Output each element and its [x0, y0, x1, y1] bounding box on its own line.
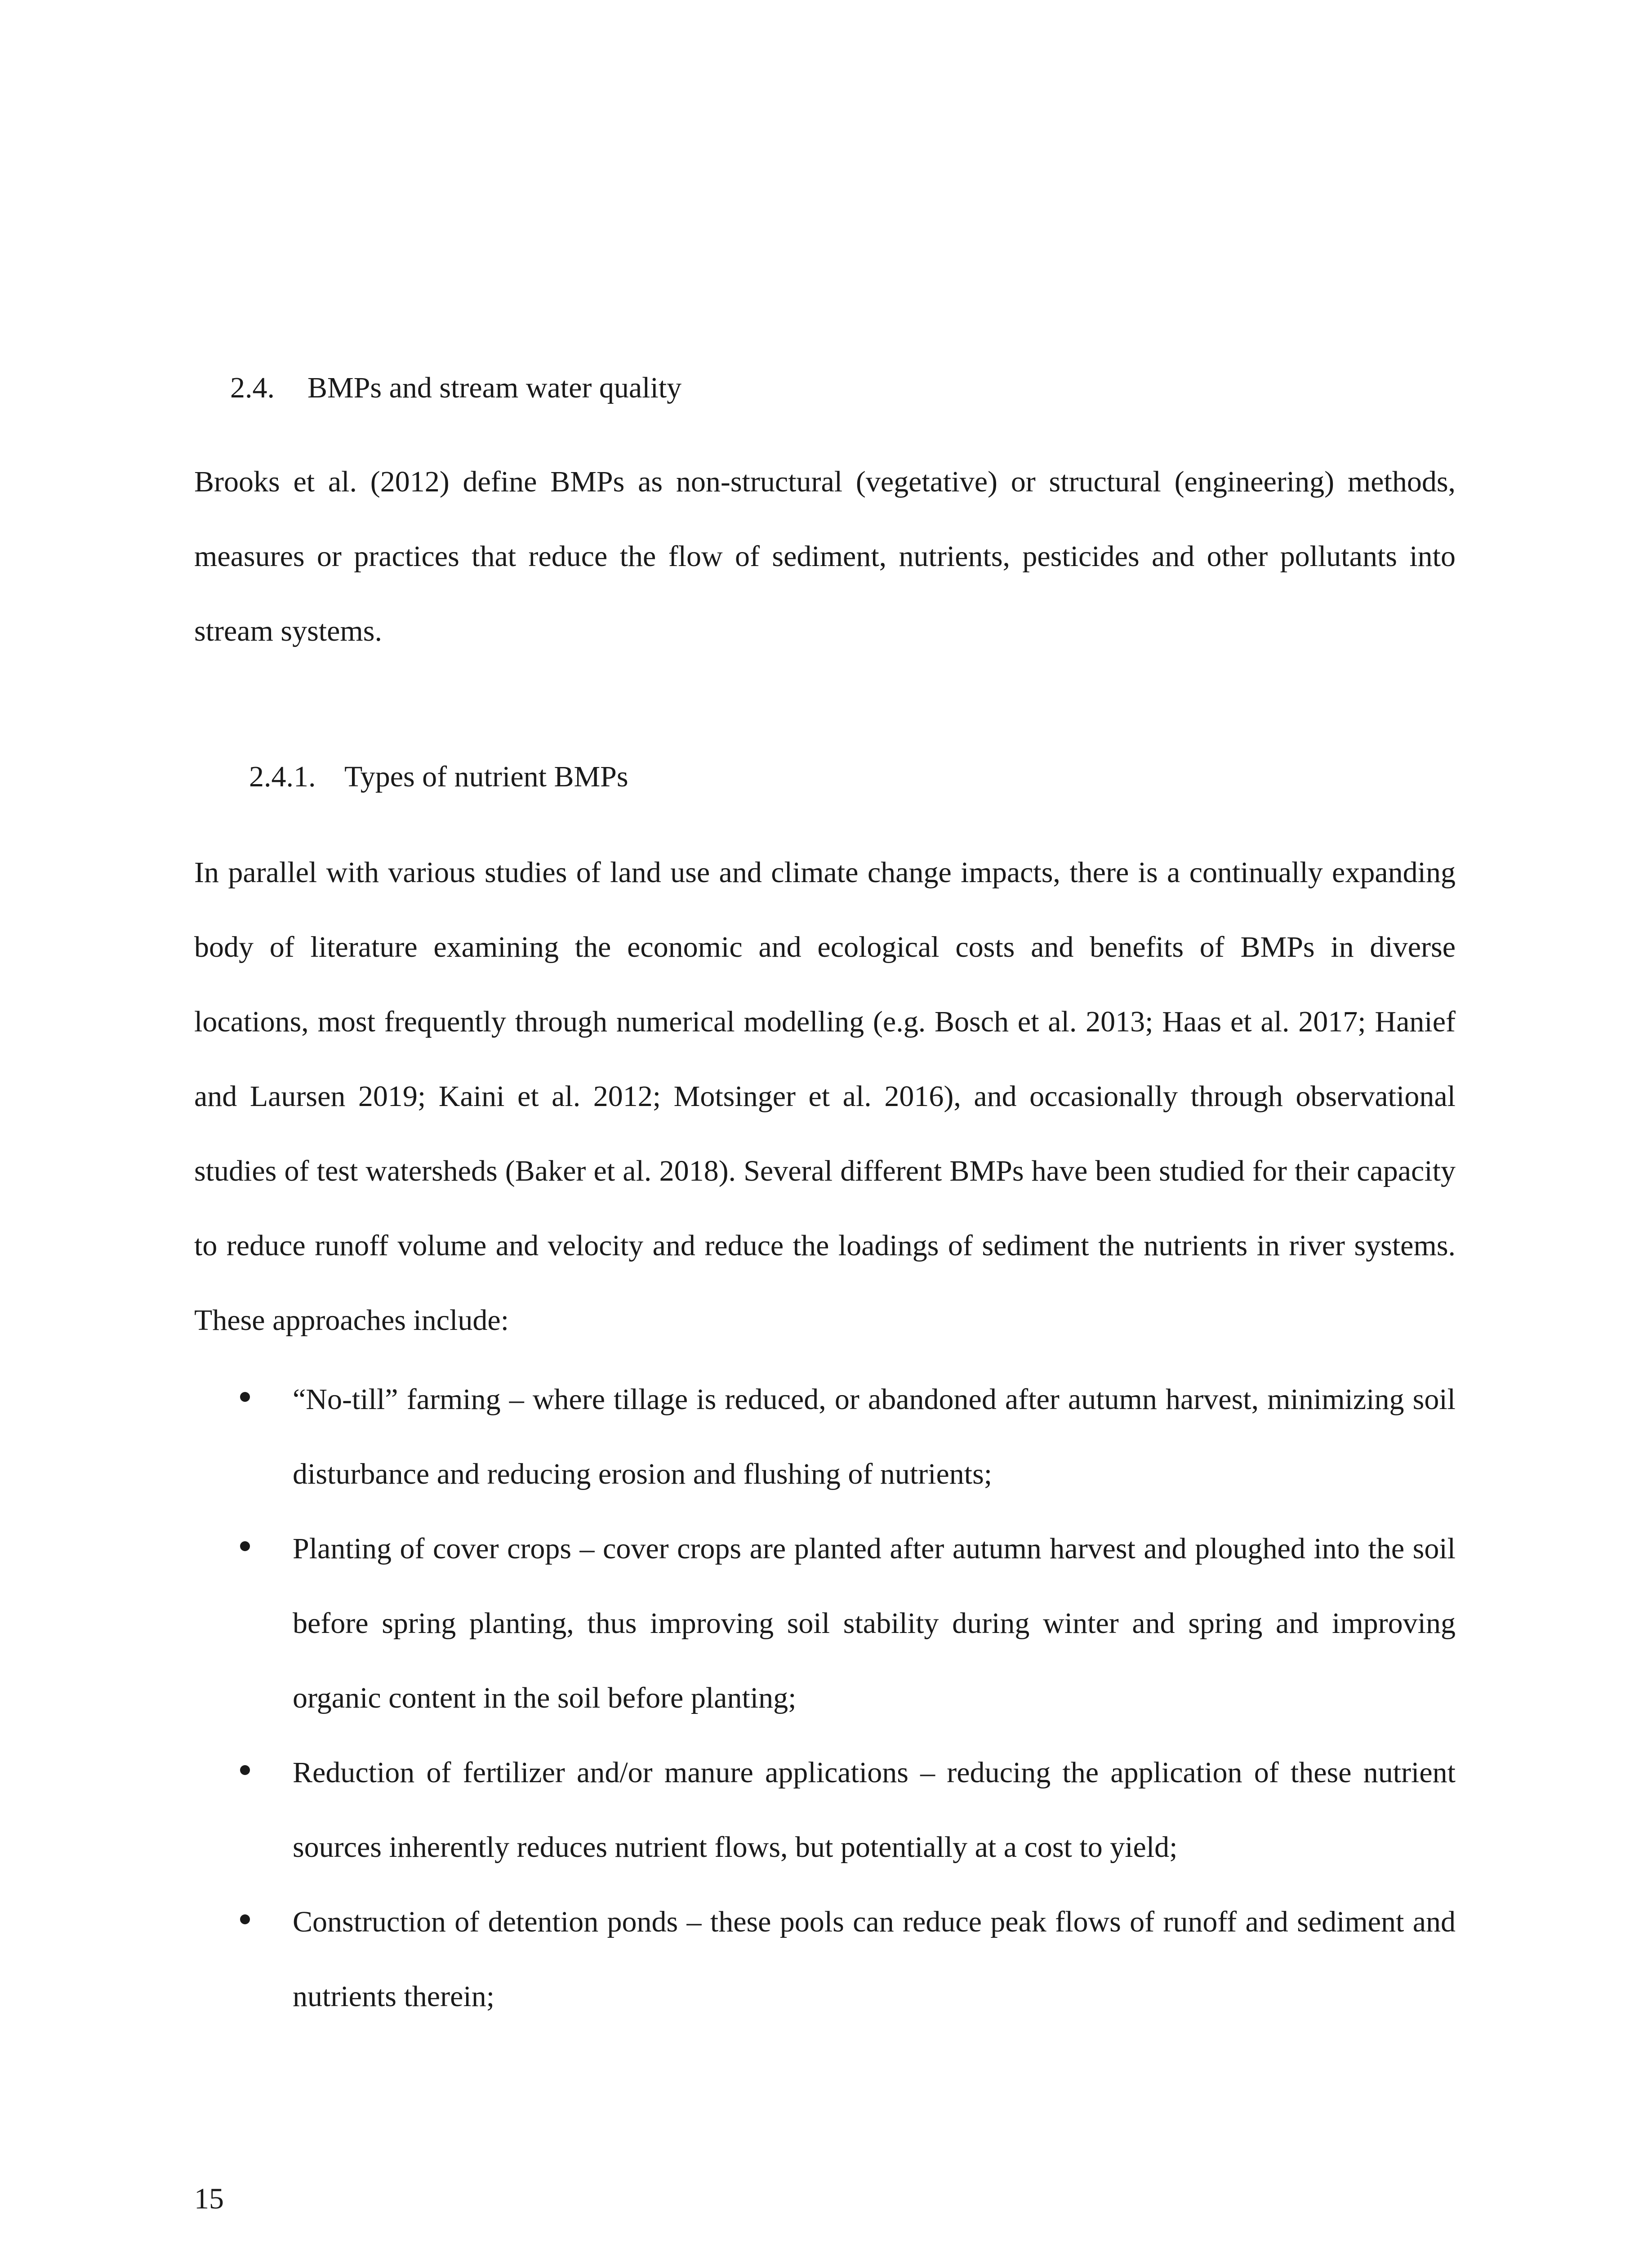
subsection-heading	[249, 762, 628, 792]
bmp-approaches-list	[194, 1362, 1456, 2034]
list-item-text: Construction of detention ponds – these pools can reduce peak flows of runoff and sediment and nutrients therein;	[293, 1905, 1456, 2013]
bullet-icon	[240, 1914, 250, 1924]
bullet-icon	[240, 1541, 250, 1551]
paragraph-bmp-definition: Brooks et al. (2012) define BMPs as non-structural (vegetative) or structural (engineering) methods, measures or practices that reduce the flow of sediment, nutrients, pesticides and other pollutants into stream systems.	[194, 465, 1456, 647]
section-title: BMPs and stream water quality	[307, 371, 682, 404]
paragraph-bmp-literature: In parallel with various studies of land use and climate change impacts, there is a continually expanding body of literature examining the economic and ecological costs and benefits of BMPs in diverse locations, most frequently through numerical modelling (e.g. Bosch et al. 2013; Haas et al. 2017; Hanief and Laursen 2019; Kaini et al. 2012; Motsinger et al. 2016), and occasionally through observational studies of test watersheds (Baker et al. 2018). Several different BMPs have been studied for their capacity to reduce runoff volume and velocity and reduce the loadings of sediment the nutrients in river systems. These approaches include:	[194, 856, 1456, 1337]
subsection-title: Types of nutrient BMPs	[344, 760, 628, 793]
bullet-icon	[240, 1392, 250, 1402]
list-item	[194, 1512, 1456, 1735]
list-item	[194, 1362, 1456, 1512]
list-item	[194, 1735, 1456, 1885]
subsection-number: 2.4.1.	[249, 760, 316, 793]
bullet-icon	[240, 1765, 250, 1775]
list-item	[194, 1885, 1456, 2034]
section-heading	[230, 373, 681, 403]
list-item-text: “No-till” farming – where tillage is reduced, or abandoned after autumn harvest, minimizing soil disturbance and reducing erosion and flushing of nutrients;	[293, 1383, 1456, 1490]
page-number: 15	[194, 2182, 224, 2215]
list-item-text: Planting of cover crops – cover crops are planted after autumn harvest and ploughed into the soil before spring planting, thus improving soil stability during winter and spring and improving organic content in the soil before planting;	[293, 1532, 1456, 1714]
list-item-text: Reduction of fertilizer and/or manure applications – reducing the application of these nutrient sources inherently reduces nutrient flows, but potentially at a cost to yield;	[293, 1756, 1456, 1864]
section-number: 2.4.	[230, 371, 275, 404]
